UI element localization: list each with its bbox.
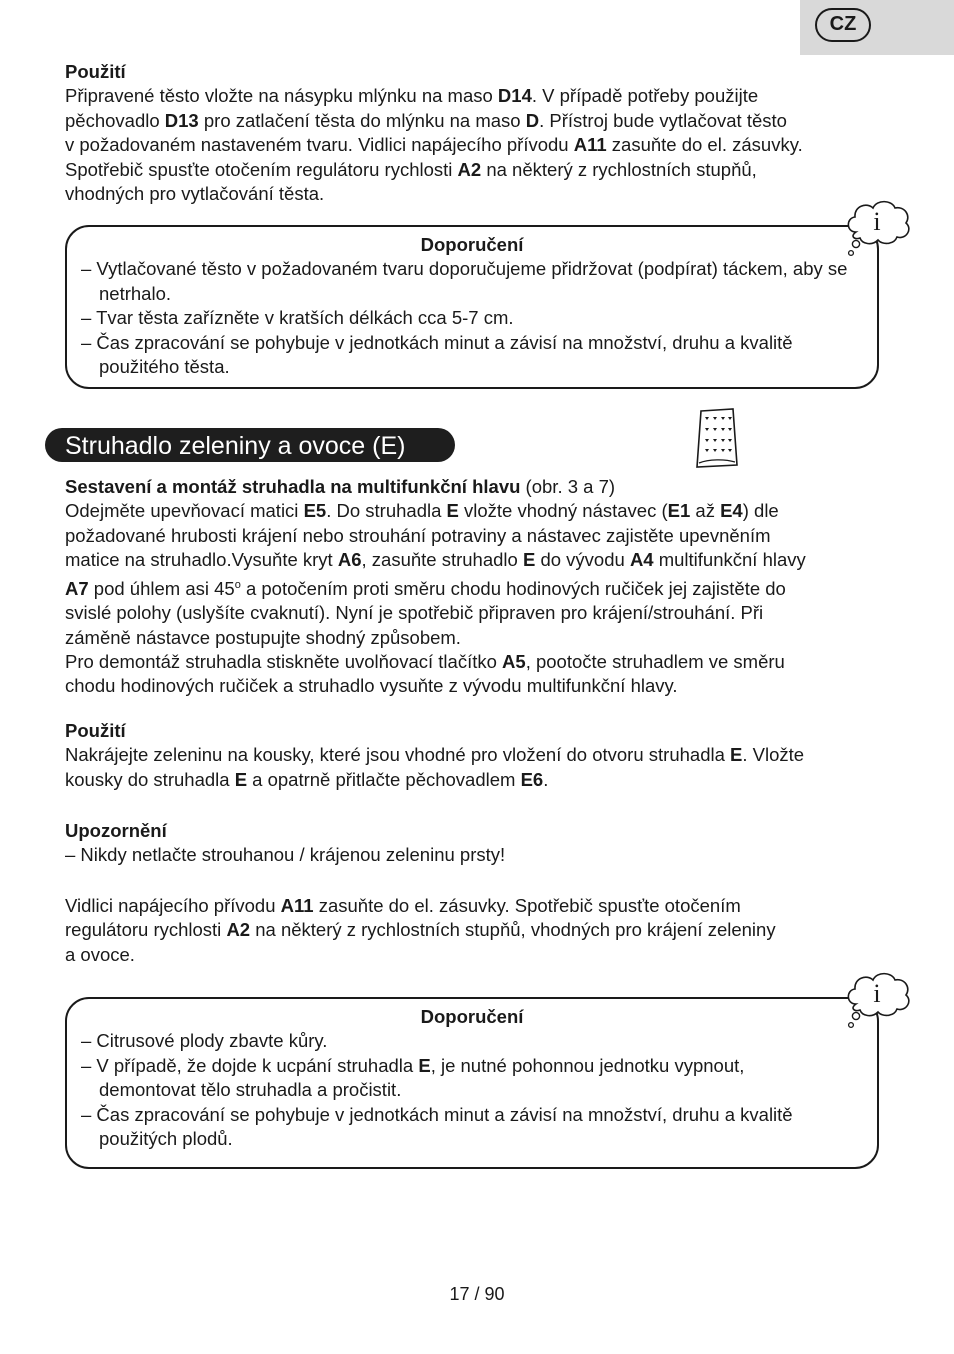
- text-line: – Nikdy netlačte strouhanou / krájenou zeleninu prsty!: [65, 844, 506, 866]
- text-line: Pro demontáž struhadla stiskněte uvolňovací tlačítko A5, pootočte struhadlem ve směru: [65, 651, 785, 672]
- paragraph: [65, 843, 895, 867]
- text-line: svislé polohy (uslyšíte cvaknutí). Nyní je spotřebič připraven pro krájení/strouhání. Při: [65, 602, 764, 624]
- note-title: Doporučení: [420, 234, 524, 255]
- section-title: Struhadlo zeleniny a ovoce (E): [65, 432, 406, 460]
- paragraph: [65, 475, 895, 699]
- text-line: v požadovaném nastaveném tvaru. Vidlici napájecího přívodu A11 zasuňte do el. zásuvky.: [65, 134, 803, 156]
- text-line: a ovoce.: [65, 943, 135, 965]
- text-line: Sestavení a montáž struhadla na multifunkční hlavu (obr. 3 a 7): [65, 476, 616, 497]
- text-line: Vidlici napájecího přívodu A11 zasuňte do el. zásuvky. Spotřebič spusťte otočením: [65, 895, 741, 916]
- text-line: Připravené těsto vložte na násypku mlýnku na maso D14. V případě potřeby použijte: [65, 85, 759, 107]
- grater-icon: [695, 407, 739, 469]
- note-item: – Tvar těsta zařízněte v kratších délkách cca 5-7 cm.: [81, 307, 514, 329]
- language-tab: [800, 0, 954, 55]
- note-item: – Čas zpracování se pohybuje v jednotkách minut a závisí na množství, druhu a kvalitě použitých plodů.: [81, 1103, 793, 1150]
- use-section-grater: [65, 719, 895, 792]
- paragraph: [65, 743, 895, 792]
- text-line: požadované hrubosti krájení nebo strouhání potraviny a nástavec zajistěte upevněním: [65, 524, 771, 546]
- paragraph: [65, 84, 895, 206]
- recommendation-box: [65, 997, 879, 1169]
- section-heading: Použití: [65, 720, 126, 741]
- text-line: chodu hodinových ručiček a struhadlo vysuňte z vývodu multifunkční hlavy.: [65, 675, 678, 697]
- section-title-bar: [45, 428, 455, 462]
- paragraph: [65, 894, 895, 967]
- note-item: – V případě, že dojde k ucpání struhadla E, je nutné pohonnou jednotku vypnout, demontovat tělo struhadla a pročistit.: [81, 1054, 745, 1101]
- text-line: kousky do struhadla E a opatrně přitlačte pěchovadlem E6.: [65, 768, 549, 790]
- text-line: matice na struhadlo.Vysuňte kryt A6, zasuňte struhadlo E do vývodu A4 multifunkční hlavy: [65, 549, 806, 571]
- text-line: Spotřebič spusťte otočením regulátoru rychlosti A2 na některý z rychlostních stupňů,: [65, 158, 757, 180]
- language-badge: CZ: [815, 8, 871, 42]
- section-heading: Použití: [65, 61, 126, 82]
- note-item: – Citrusové plody zbavte kůry.: [81, 1030, 328, 1052]
- text-line: vhodných pro vytlačování těsta.: [65, 183, 325, 205]
- text-line: Odejměte upevňovací matici E5. Do struhadla E vložte vhodný nástavec (E1 až E4) dle: [65, 500, 779, 522]
- text-line: Nakrájejte zeleninu na kousky, které jsou vhodné pro vložení do otvoru struhadla E. Vložte: [65, 744, 805, 766]
- assembly-section: [65, 475, 895, 699]
- use-section-dough: [65, 60, 895, 206]
- note-item: – Čas zpracování se pohybuje v jednotkách minut a závisí na množství, druhu a kvalitě použitého těsta.: [81, 331, 793, 378]
- note-title: Doporučení: [420, 1006, 524, 1027]
- text-line: záměně nástavce postupujte shodný způsobem.: [65, 626, 461, 648]
- text-line: regulátoru rychlosti A2 na některý z rychlostních stupňů, vhodných pro krájení zeleniny: [65, 919, 776, 941]
- svg-text:i: i: [873, 207, 881, 236]
- recommendation-box: [65, 225, 879, 389]
- page-number: 17 / 90: [449, 1284, 505, 1304]
- warning-section: [65, 819, 895, 868]
- note-item: – Vytlačované těsto v požadovaném tvaru doporučujeme přidržovat (podpírat) táckem, aby se netrhalo.: [81, 258, 848, 304]
- text-line: pěchovadlo D13 pro zatlačení těsta do mlýnku na maso D. Přístroj bude vytlačovat těsto: [65, 109, 787, 131]
- svg-text:i: i: [873, 979, 881, 1008]
- info-cloud-icon: [842, 968, 914, 1032]
- info-cloud-icon: [842, 196, 914, 260]
- section-heading: Upozornění: [65, 820, 167, 841]
- power-section: [65, 894, 895, 967]
- text-line: A7 pod úhlem asi 45$^o$ a potočením proti směru chodu hodinových ručiček jej zajistěte do: [65, 577, 786, 599]
